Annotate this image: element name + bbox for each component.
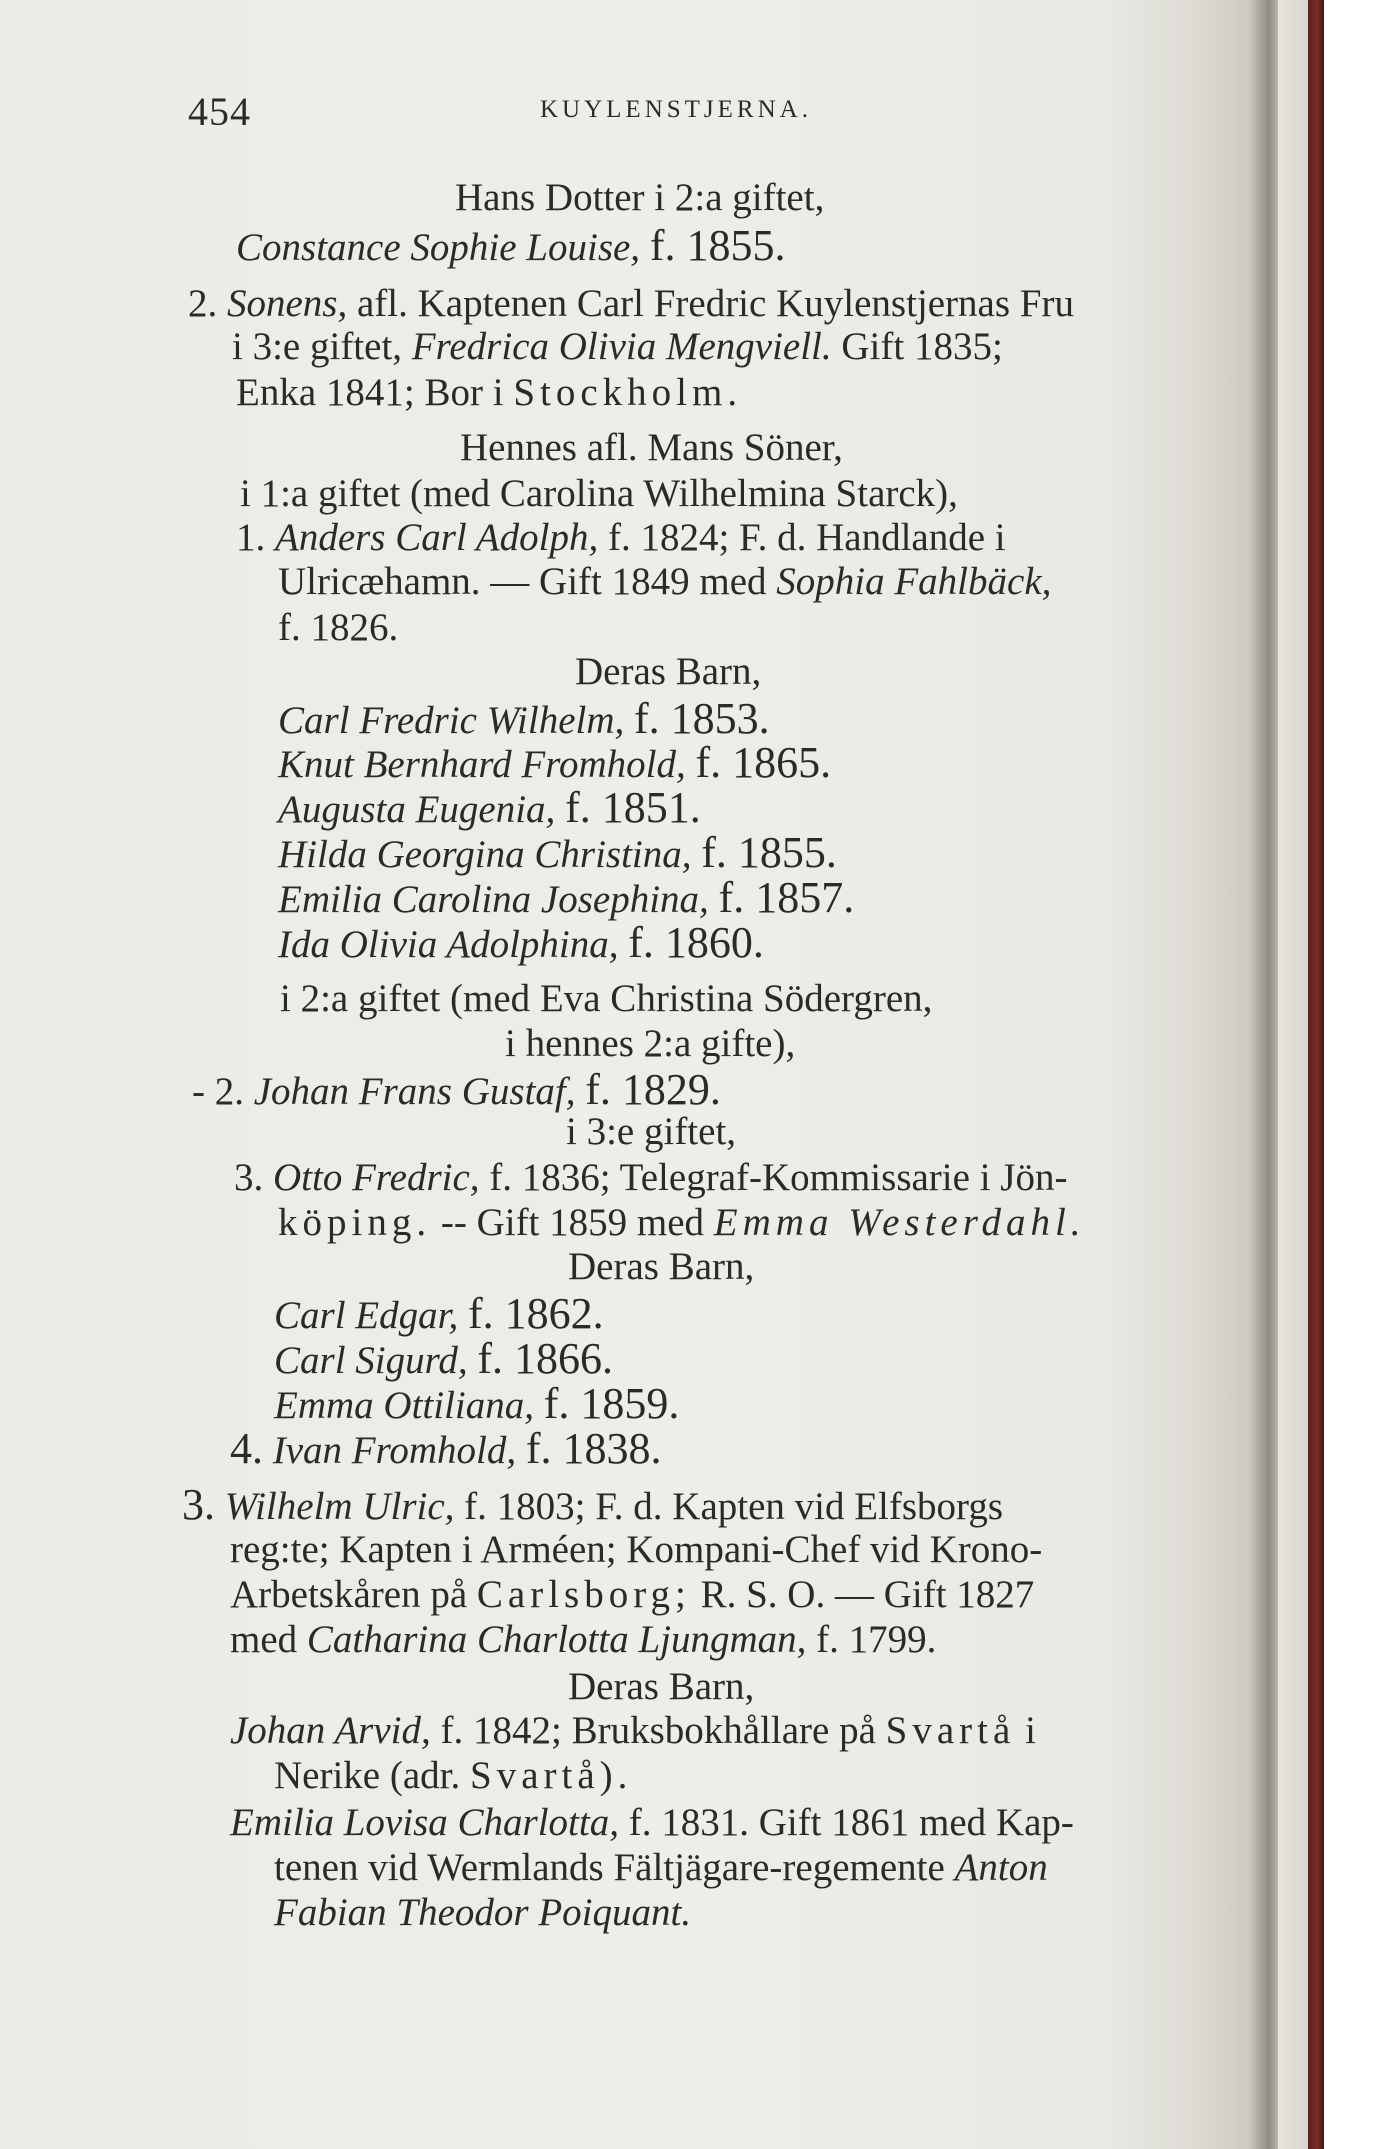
text-line: Deras Barn,: [568, 1665, 755, 1708]
text-line: i hennes 2:a gifte),: [505, 1022, 796, 1065]
text-line: Knut Bernhard Fromhold, f. 1865.: [278, 738, 832, 787]
text-line: Nerike (adr. Svartå).: [274, 1754, 633, 1797]
text-line: Hilda Georgina Christina, f. 1855.: [278, 828, 837, 877]
text-line: reg:te; Kapten i Arméen; Kompani-Chef vid Krono-: [230, 1528, 1043, 1571]
text-line: Hennes afl. Mans Söner,: [460, 426, 843, 469]
text-line: Enka 1841; Bor i Stockholm.: [236, 371, 743, 414]
text-line: i 3:e giftet, Fredrica Olivia Mengviell. Gift 1835;: [232, 325, 1003, 368]
text-line: Deras Barn,: [575, 650, 762, 693]
page-number: 454: [188, 89, 251, 134]
text-line: Johan Arvid, f. 1842; Bruksbokhållare på Svartå i: [230, 1709, 1036, 1752]
text-line: - 2. Johan Frans Gustaf, f. 1829.: [192, 1065, 721, 1114]
text-line: Arbetskåren på Carlsborg; R. S. O. — Gift 1827: [230, 1573, 1035, 1616]
text-line: 3. Wilhelm Ulric, f. 1803; F. d. Kapten vid Elfsborgs: [182, 1480, 1004, 1529]
text-line: Emilia Lovisa Charlotta, f. 1831. Gift 1861 med Kap-: [230, 1801, 1074, 1844]
text-line: i 1:a giftet (med Carolina Wilhelmina Starck),: [240, 472, 958, 515]
text-line: 4. Ivan Fromhold, f. 1838.: [230, 1424, 662, 1473]
text-line: Emma Ottiliana, f. 1859.: [274, 1379, 680, 1428]
text-line: Carl Edgar, f. 1862.: [274, 1289, 604, 1338]
page-edge: [1278, 0, 1308, 2149]
text-line: Hans Dotter i 2:a giftet,: [455, 176, 825, 219]
text-line: Fabian Theodor Poiquant.: [274, 1891, 692, 1934]
running-head: KUYLENSTJERNA.: [540, 96, 812, 123]
text-line: Carl Sigurd, f. 1866.: [274, 1334, 613, 1383]
text-line: 1. Anders Carl Adolph, f. 1824; F. d. Handlande i: [236, 516, 1006, 559]
text-line: tenen vid Wermlands Fältjägare-regemente Anton: [274, 1846, 1048, 1889]
text-line: f. 1826.: [278, 606, 399, 649]
text-line: Ida Olivia Adolphina, f. 1860.: [278, 918, 764, 967]
text-line: 2. Sonens, afl. Kaptenen Carl Fredric Kuylenstjernas Fru: [188, 282, 1074, 325]
text-line: med Catharina Charlotta Ljungman, f. 1799.: [230, 1618, 937, 1661]
text-line: i 3:e giftet,: [566, 1110, 737, 1153]
text-line: 3. Otto Fredric, f. 1836; Telegraf-Kommissarie i Jön-: [234, 1156, 1068, 1199]
text-line: Augusta Eugenia, f. 1851.: [278, 783, 701, 832]
text-line: Emilia Carolina Josephina, f. 1857.: [278, 873, 855, 922]
book-cover-edge: [1308, 0, 1324, 2149]
text-line: köping. -- Gift 1859 med Emma Westerdahl.: [278, 1201, 1086, 1244]
book-spine-shadow: [1248, 0, 1278, 2149]
text-line: Carl Fredric Wilhelm, f. 1853.: [278, 694, 770, 743]
text-line: Deras Barn,: [568, 1245, 755, 1288]
text-line: Constance Sophie Louise, f. 1855.: [236, 221, 786, 270]
text-line: i 2:a giftet (med Eva Christina Södergren,: [280, 977, 933, 1020]
text-line: Ulricæhamn. — Gift 1849 med Sophia Fahlbäck,: [278, 560, 1052, 603]
